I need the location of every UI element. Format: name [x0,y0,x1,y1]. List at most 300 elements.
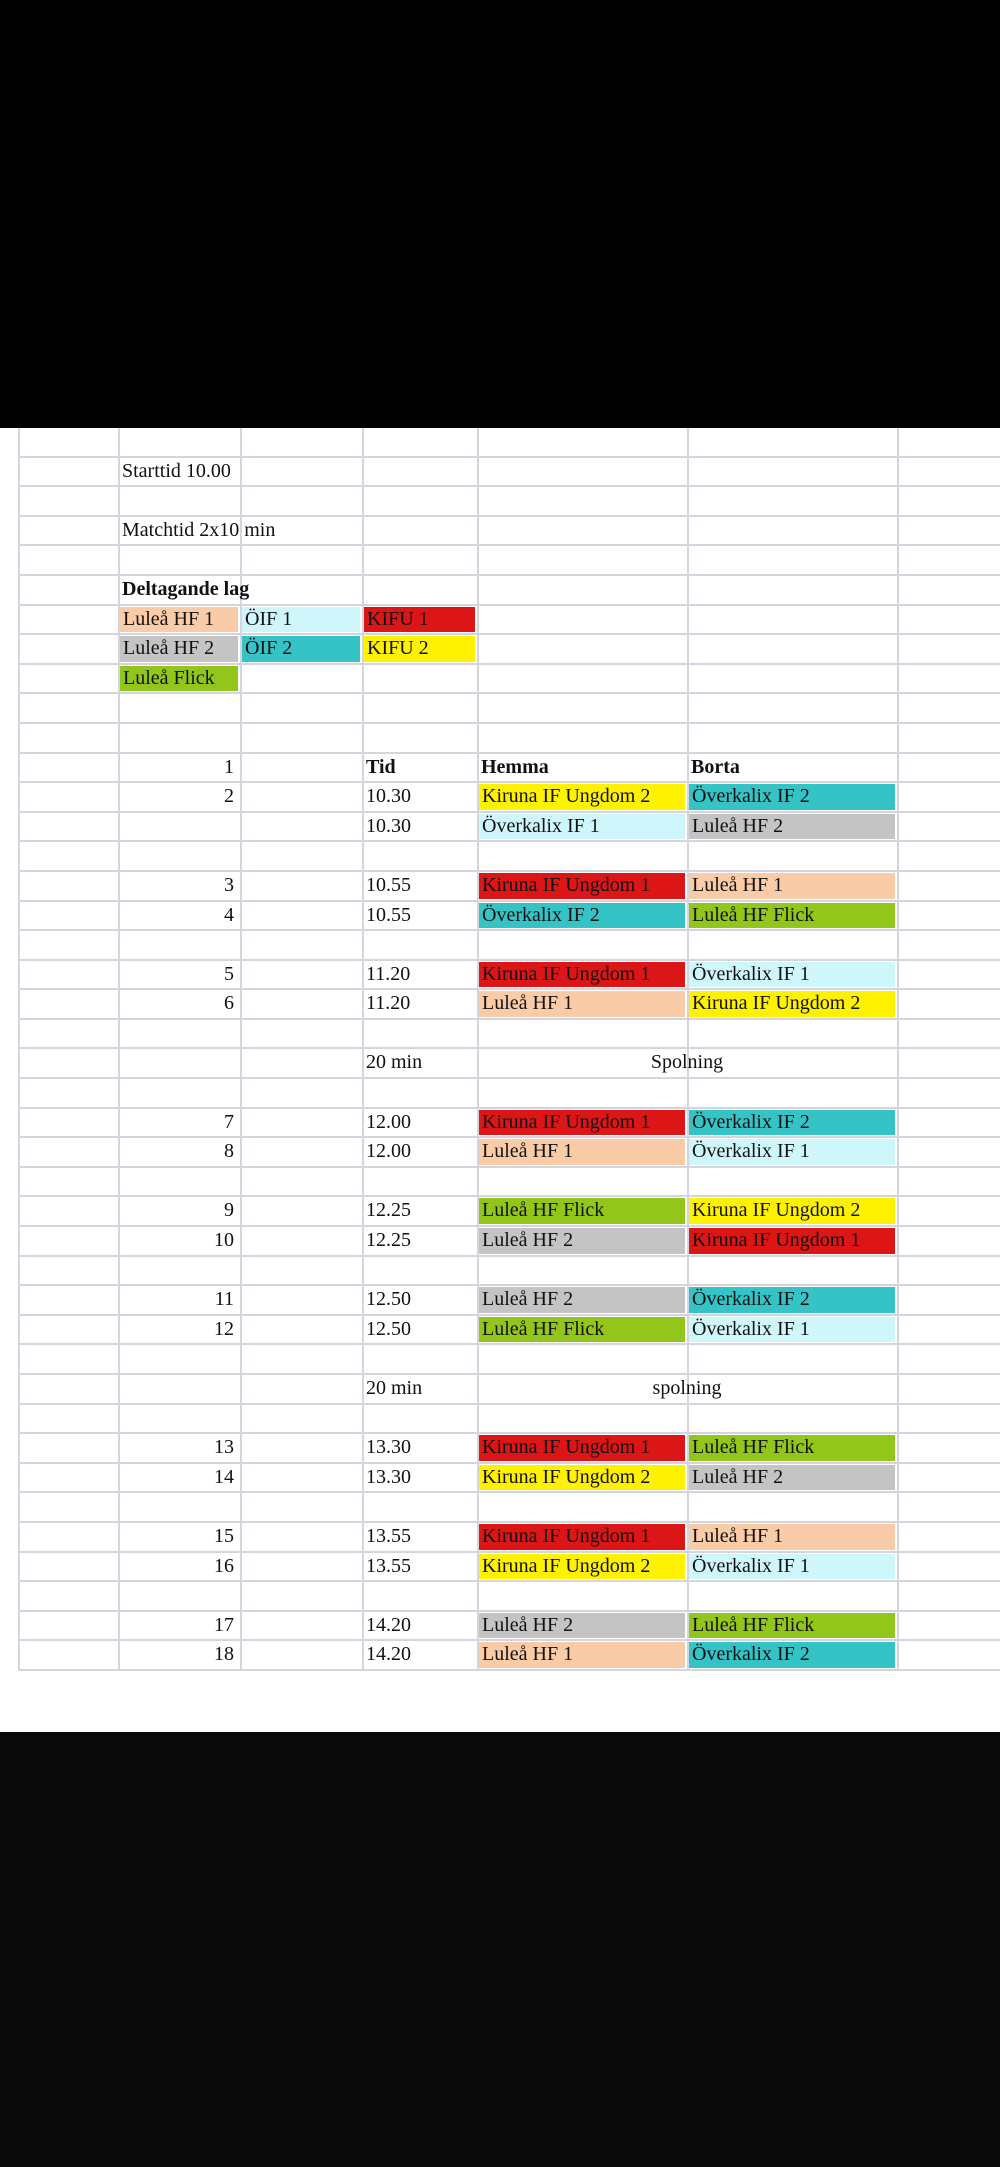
grid-cell[interactable] [897,1464,1000,1492]
grid-cell[interactable] [362,724,477,752]
grid-cell[interactable] [240,1345,362,1373]
grid-cell[interactable] [240,1316,362,1344]
team-cell [477,1227,687,1255]
grid-cell[interactable] [240,1405,362,1433]
grid-cell[interactable] [240,1464,362,1492]
grid-cell[interactable] [362,1257,477,1285]
grid-cell[interactable] [897,1257,1000,1285]
grid-cell[interactable] [687,665,897,693]
grid-cell[interactable] [18,1553,118,1581]
grid-cell[interactable] [897,665,1000,693]
grid-cell[interactable] [240,961,362,989]
grid-cell[interactable] [362,842,477,870]
team-cell [687,813,897,841]
grid-cell[interactable] [897,1375,1000,1403]
team-fill: Överkalix IF 1 [689,962,895,988]
team-cell [687,1464,897,1492]
grid-cell[interactable] [240,1079,362,1107]
grid-cell[interactable] [687,842,897,870]
team-fill: Överkalix IF 1 [689,1317,895,1343]
grid-cell[interactable] [362,1168,477,1196]
grid-cell[interactable] [897,517,1000,545]
sheet-row [18,902,1000,932]
team-fill: Luleå HF 2 [689,814,895,840]
grid-cell[interactable] [687,1257,897,1285]
sheet-row [18,665,1000,695]
grid-cell[interactable] [897,1493,1000,1521]
sheet-row [18,783,1000,813]
sheet-row [18,724,1000,754]
grid-cell[interactable] [897,1079,1000,1107]
cell-text: 12.00 [366,1140,411,1163]
cell-text: Deltagande lag [122,577,250,600]
grid-cell[interactable] [362,665,477,693]
team-cell [118,635,240,663]
sheet-row [18,428,1000,458]
grid-cell[interactable] [687,1493,897,1521]
grid-cell[interactable] [18,813,118,841]
team-fill: Kiruna IF Ungdom 1 [479,962,685,988]
grid-cell[interactable] [897,1138,1000,1166]
grid-cell[interactable] [477,1582,687,1610]
grid-cell[interactable] [240,428,362,456]
grid-cell[interactable] [477,635,687,663]
grid-cell[interactable] [897,487,1000,515]
grid-cell[interactable] [897,1612,1000,1640]
sheet-row [18,517,1000,547]
grid-cell[interactable] [118,1049,240,1077]
team-fill: Kiruna IF Ungdom 2 [689,1198,895,1224]
sheet-row [18,1553,1000,1583]
team-cell [687,1612,897,1640]
grid-cell[interactable] [18,1523,118,1551]
cell-text: 12.25 [366,1229,411,1252]
team-fill: Luleå HF 1 [689,1524,895,1550]
grid-cell[interactable] [687,458,897,486]
grid-cell[interactable] [18,961,118,989]
grid-cell[interactable] [118,724,240,752]
grid-cell[interactable] [18,902,118,930]
grid-cell[interactable] [897,1405,1000,1433]
grid-cell[interactable] [687,606,897,634]
grid-cell[interactable] [18,724,118,752]
grid-cell[interactable] [897,635,1000,663]
grid-cell[interactable] [477,1345,687,1373]
grid-cell[interactable] [477,665,687,693]
match-number: 6 [224,992,234,1015]
sheet-row [18,1197,1000,1227]
grid-cell[interactable] [240,724,362,752]
grid-cell[interactable] [687,1079,897,1107]
grid-cell[interactable] [118,1168,240,1196]
grid-cell[interactable] [477,576,687,604]
grid-cell[interactable] [362,1020,477,1048]
grid-cell[interactable] [118,546,240,574]
spreadsheet [0,428,1000,1732]
grid-cell[interactable] [18,754,118,782]
grid-cell[interactable] [18,990,118,1018]
team-cell [477,1641,687,1669]
cell-text: Matchtid 2x10 min [122,518,276,541]
cell-text: 12.50 [366,1288,411,1311]
grid-cell[interactable] [477,1168,687,1196]
grid-cell[interactable] [687,724,897,752]
grid-cell[interactable] [897,1523,1000,1551]
grid-cell[interactable] [687,931,897,959]
grid-cell[interactable] [18,1197,118,1225]
cell-text: Starttid 10.00 [122,459,231,482]
grid-cell[interactable] [477,428,687,456]
team-cell [477,1464,687,1492]
grid-cell[interactable] [18,872,118,900]
grid-cell[interactable] [18,1641,118,1669]
grid-cell[interactable] [897,576,1000,604]
grid-cell[interactable] [362,931,477,959]
grid-cell[interactable] [897,1049,1000,1077]
grid-cell[interactable] [897,458,1000,486]
grid-cell[interactable] [18,1286,118,1314]
grid-cell[interactable] [240,576,362,604]
grid-cell[interactable] [18,517,118,545]
grid-cell[interactable] [240,842,362,870]
match-number: 18 [214,1643,234,1666]
grid-cell[interactable] [18,1227,118,1255]
team-cell [477,1316,687,1344]
grid-cell[interactable] [240,1582,362,1610]
grid-cell[interactable] [18,1464,118,1492]
grid-cell[interactable] [897,1345,1000,1373]
match-number: 14 [214,1465,234,1488]
team-cell [687,961,897,989]
grid-cell[interactable] [118,1079,240,1107]
grid-cell[interactable] [897,1197,1000,1225]
grid-cell[interactable] [118,842,240,870]
grid-cell[interactable] [477,487,687,515]
grid-cell[interactable] [18,487,118,515]
grid-cell[interactable] [362,546,477,574]
cell-text: Hemma [481,755,549,778]
grid-cell[interactable] [240,1227,362,1255]
grid-cell[interactable] [477,458,687,486]
team-cell [687,1553,897,1581]
grid-cell[interactable] [18,1049,118,1077]
team-cell [687,1138,897,1166]
team-cell [477,1197,687,1225]
grid-cell[interactable] [18,931,118,959]
match-number: 2 [224,785,234,808]
match-number: 9 [224,1199,234,1222]
sheet-row [18,1493,1000,1523]
team-fill: Luleå HF Flick [689,903,895,929]
grid-cell[interactable] [897,842,1000,870]
team-cell [687,1434,897,1462]
grid-cell[interactable] [118,694,240,722]
grid-cell[interactable] [477,606,687,634]
grid-cell[interactable] [18,546,118,574]
grid-cell[interactable] [18,576,118,604]
sheet-row [18,1257,1000,1287]
grid-cell[interactable] [897,1316,1000,1344]
grid-cell[interactable] [477,694,687,722]
team-cell [477,1553,687,1581]
cell-text: 12.00 [366,1110,411,1133]
grid-cell[interactable] [240,1641,362,1669]
grid-cell[interactable] [897,1641,1000,1669]
team-cell [687,1523,897,1551]
grid-cell[interactable] [240,931,362,959]
grid-cell[interactable] [240,1553,362,1581]
team-fill: Kiruna IF Ungdom 1 [479,1435,685,1461]
grid-cell[interactable] [477,1020,687,1048]
cell-text: 20 min [366,1377,423,1399]
team-cell [477,990,687,1018]
grid-cell[interactable] [18,1109,118,1137]
grid-cell[interactable] [240,1434,362,1462]
grid-cell[interactable] [118,931,240,959]
team-cell [477,1612,687,1640]
grid-cell[interactable] [687,1020,897,1048]
grid-cell[interactable] [687,428,897,456]
grid-cell[interactable] [362,1405,477,1433]
grid-cell[interactable] [18,1316,118,1344]
sheet-row [18,1582,1000,1612]
grid-cell[interactable] [897,606,1000,634]
grid-cell[interactable] [897,961,1000,989]
grid-cell[interactable] [18,1020,118,1048]
grid-cell[interactable] [240,694,362,722]
grid-cell[interactable] [897,872,1000,900]
grid-cell[interactable] [687,517,897,545]
grid-cell[interactable] [240,1109,362,1137]
cell-text: spolning [652,1377,722,1399]
sheet-row [18,1405,1000,1435]
grid-cell[interactable] [362,458,477,486]
grid-cell[interactable] [477,1257,687,1285]
grid-cell[interactable] [477,842,687,870]
team-fill: Luleå HF 2 [120,636,238,662]
grid-cell[interactable] [18,1612,118,1640]
team-fill: KIFU 2 [364,636,475,662]
sheet-row [18,1227,1000,1257]
grid-cell[interactable] [687,1405,897,1433]
sheet-row [18,1641,1000,1671]
grid-cell[interactable] [18,665,118,693]
grid-cell[interactable] [240,754,362,782]
team-cell [687,872,897,900]
team-cell [477,1286,687,1314]
match-number: 12 [214,1317,234,1340]
grid-cell[interactable] [118,1493,240,1521]
grid-cell[interactable] [897,1286,1000,1314]
grid-cell[interactable] [118,1582,240,1610]
grid-cell[interactable] [18,1257,118,1285]
grid-cell[interactable] [362,694,477,722]
grid-cell[interactable] [18,1168,118,1196]
cell-text: 13.55 [366,1524,411,1547]
grid-cell[interactable] [240,1168,362,1196]
grid-cell[interactable] [897,931,1000,959]
cell-text: 13.30 [366,1465,411,1488]
grid-cell[interactable] [118,1020,240,1048]
team-cell [687,1109,897,1137]
grid-cell[interactable] [897,546,1000,574]
grid-cell[interactable] [18,1345,118,1373]
grid-cell[interactable] [477,1079,687,1107]
sheet-row [18,1109,1000,1139]
grid-cell[interactable] [240,1375,362,1403]
sheet-row [18,1464,1000,1494]
team-cell [687,1641,897,1669]
grid-cell[interactable] [897,813,1000,841]
grid-cell[interactable] [240,813,362,841]
grid-cell[interactable] [477,1493,687,1521]
team-fill: Överkalix IF 2 [479,903,685,929]
grid-cell[interactable] [897,428,1000,456]
grid-cell[interactable] [897,1434,1000,1462]
grid-cell[interactable] [897,1553,1000,1581]
grid-cell[interactable] [897,1020,1000,1048]
match-number: 3 [224,873,234,896]
grid-cell[interactable] [687,546,897,574]
grid-cell[interactable] [18,1138,118,1166]
grid-cell[interactable] [18,606,118,634]
grid-cell[interactable] [687,1345,897,1373]
grid-cell[interactable] [118,1345,240,1373]
grid-cell[interactable] [118,428,240,456]
grid-cell[interactable] [897,1227,1000,1255]
grid-cell[interactable] [240,546,362,574]
sheet-row [18,1523,1000,1553]
grid-cell[interactable] [897,902,1000,930]
team-fill: Överkalix IF 2 [689,1110,895,1136]
sheet-row [18,546,1000,576]
grid-cell[interactable] [687,1582,897,1610]
sheet-row [18,487,1000,517]
grid-cell[interactable] [240,990,362,1018]
sheet-row [18,635,1000,665]
grid-cell[interactable] [240,1138,362,1166]
grid-cell[interactable] [18,1405,118,1433]
cell-text: 14.20 [366,1643,411,1666]
grid-cell[interactable] [240,872,362,900]
grid-cell[interactable] [897,1168,1000,1196]
grid-cell[interactable] [240,1523,362,1551]
grid-cell[interactable] [240,458,362,486]
cell-text: 12.50 [366,1317,411,1340]
grid-cell[interactable] [18,458,118,486]
cell-text: 11.20 [366,962,411,985]
sheet-row [18,1138,1000,1168]
grid-cell[interactable] [240,902,362,930]
team-cell [687,783,897,811]
team-fill: Luleå HF Flick [689,1613,895,1639]
cell-text: 11.20 [366,992,411,1015]
cell-text: 10.30 [366,814,411,837]
team-cell [687,1227,897,1255]
grid-cell[interactable] [118,1375,240,1403]
grid-cell[interactable] [240,665,362,693]
grid-cell[interactable] [18,1493,118,1521]
grid-cell[interactable] [897,754,1000,782]
team-cell [118,606,240,634]
grid-cell[interactable] [18,635,118,663]
grid-cell[interactable] [18,1375,118,1403]
grid-cell[interactable] [362,487,477,515]
grid-cell[interactable] [362,1493,477,1521]
grid-cell[interactable] [118,1405,240,1433]
grid-cell[interactable] [362,576,477,604]
cell-text: Tid [366,755,396,778]
grid-cell[interactable] [18,1079,118,1107]
grid-cell[interactable] [118,1257,240,1285]
team-cell [477,1109,687,1137]
grid-cell[interactable] [240,1493,362,1521]
cell-text: 10.30 [366,785,411,808]
grid-cell[interactable] [897,694,1000,722]
grid-cell[interactable] [240,1020,362,1048]
grid-cell[interactable] [687,487,897,515]
grid-cell[interactable] [18,842,118,870]
grid-cell[interactable] [362,1345,477,1373]
grid-cell[interactable] [897,1109,1000,1137]
grid-cell[interactable] [362,517,477,545]
grid-cell[interactable] [240,1049,362,1077]
team-fill: Kiruna IF Ungdom 1 [689,1228,895,1254]
grid-cell[interactable] [240,1286,362,1314]
grid-cell[interactable] [687,635,897,663]
grid-cell[interactable] [477,517,687,545]
grid-cell[interactable] [897,1582,1000,1610]
sheet-row [18,990,1000,1020]
grid-cell[interactable] [687,694,897,722]
grid-cell[interactable] [240,783,362,811]
sheet-row [18,694,1000,724]
grid-cell[interactable] [362,1079,477,1107]
grid-cell[interactable] [18,694,118,722]
sheet-row [18,754,1000,784]
grid-cell[interactable] [18,783,118,811]
grid-cell[interactable] [687,576,897,604]
grid-cell[interactable] [362,428,477,456]
team-cell [477,902,687,930]
grid-cell[interactable] [118,487,240,515]
grid-cell[interactable] [240,487,362,515]
sheet-row [18,872,1000,902]
team-fill: Luleå HF Flick [689,1435,895,1461]
sheet-row [18,1316,1000,1346]
cell-text: 12.25 [366,1199,411,1222]
grid-cell[interactable] [897,724,1000,752]
grid-cell[interactable] [897,990,1000,1018]
team-cell [477,961,687,989]
grid-cell[interactable] [477,546,687,574]
grid-cell[interactable] [362,1582,477,1610]
team-cell [118,665,240,693]
grid-cell[interactable] [477,931,687,959]
grid-cell[interactable] [477,1405,687,1433]
grid-cell[interactable] [240,1197,362,1225]
grid-cell[interactable] [240,1612,362,1640]
grid-cell[interactable] [477,724,687,752]
match-number: 11 [214,1288,234,1311]
grid-cell[interactable] [897,783,1000,811]
grid-cell[interactable] [240,1257,362,1285]
grid-cell[interactable] [18,428,118,456]
match-number: 17 [214,1613,234,1636]
grid-cell[interactable] [687,1168,897,1196]
grid-cell[interactable] [18,1582,118,1610]
grid-cell[interactable] [18,1434,118,1462]
